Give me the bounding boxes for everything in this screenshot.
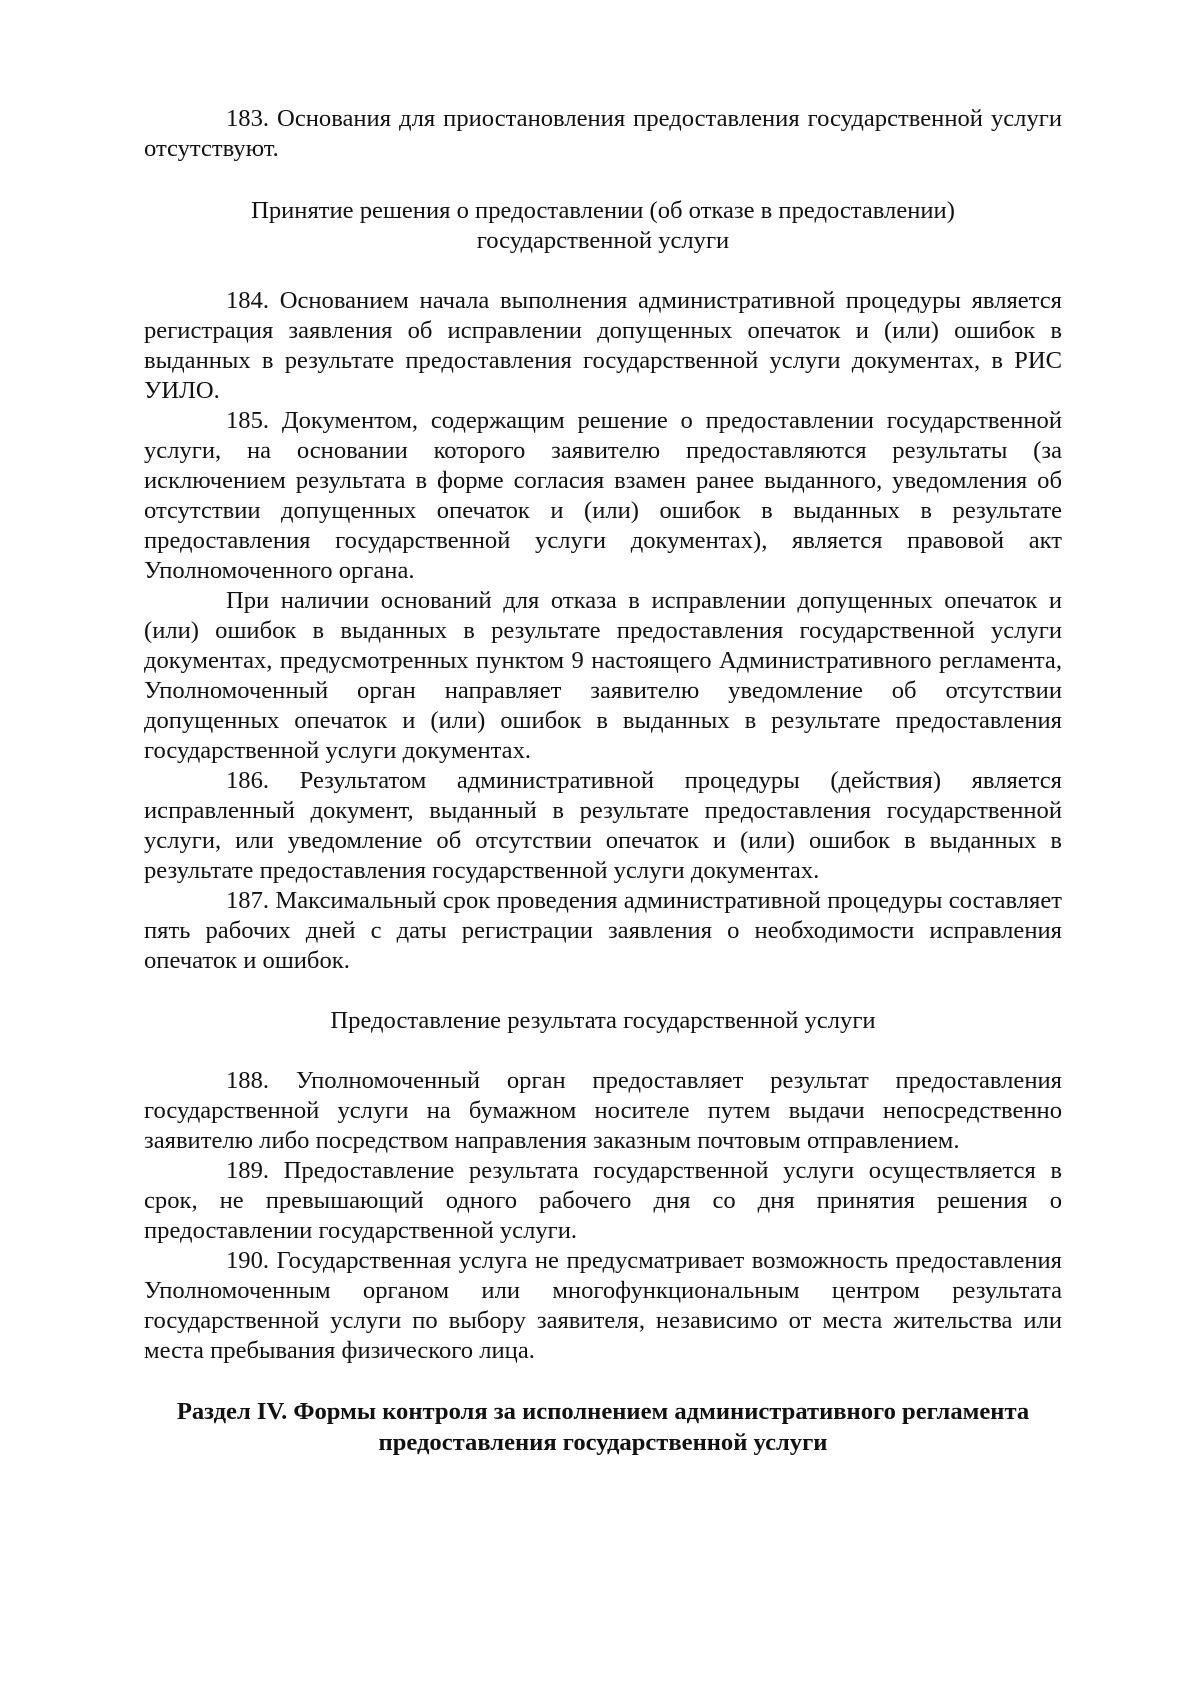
section-iv-title bbox=[144, 1396, 1062, 1458]
spacer bbox=[144, 976, 1062, 1006]
paragraph-188: 188. Уполномоченный орган предоставляет результат предоставления государственной услуги на бумажном носителе путем выдачи непосредственно заявителю либо посредством направления заказным почтовым отправлением. bbox=[144, 1067, 1062, 1154]
paragraph-185-continuation: При наличии оснований для отказа в исправлении допущенных опечаток и (или) ошибок в выданных в результате предоставления государственной услуги документах, предусмотренных пунктом 9 настоящего Административного регламента, Уполномоченный орган направляет заявителю уведомление об отсутствии допущенных опечаток и (или) ошибок в выданных в результате предоставления государственной услуги документах. bbox=[144, 587, 1062, 764]
document-page bbox=[144, 104, 1062, 1458]
paragraph-185: 185. Документом, содержащим решение о предоставлении государственной услуги, на основании которого заявителю предоставляются результаты (за исключением результата в форме согласия взамен ранее выданного, уведомления об отсутствии допущенных опечаток и (или) ошибок в выданных в результате предоставления государственной услуги документах), является правовой акт Уполномоченного органа. bbox=[144, 407, 1062, 584]
paragraph-184: 184. Основанием начала выполнения административной процедуры является регистрация заявления об исправлении допущенных опечаток и (или) ошибок в выданных в результате предоставления государственной услуги документах, в РИС УИЛО. bbox=[144, 287, 1062, 404]
spacer bbox=[144, 1366, 1062, 1396]
heading-decision-line1: Принятие решения о предоставлении (об отказе в предоставлении) bbox=[251, 197, 955, 224]
paragraph-183: 183. Основания для приостановления предоставления государственной услуги отсутствуют. bbox=[144, 105, 1062, 162]
section-iv-line2: предоставления государственной услуги bbox=[378, 1429, 828, 1456]
paragraph-189: 189. Предоставление результата государственной услуги осуществляется в срок, не превышающий одного рабочего дня со дня принятия решения о предоставлении государственной услуги. bbox=[144, 1157, 1062, 1244]
paragraph-187: 187. Максимальный срок проведения административной процедуры составляет пять рабочих дней с даты регистрации заявления о необходимости исправления опечаток и ошибок. bbox=[144, 887, 1062, 974]
heading-decision bbox=[144, 196, 1062, 256]
spacer bbox=[144, 1036, 1062, 1066]
heading-result: Предоставление результата государственной услуги bbox=[330, 1007, 876, 1034]
spacer bbox=[144, 164, 1062, 196]
paragraph-186: 186. Результатом административной процедуры (действия) является исправленный документ, выданный в результате предоставления государственной услуги, или уведомление об отсутствии опечаток и (или) ошибок в выданных в результате предоставления государственной услуги документах. bbox=[144, 767, 1062, 884]
spacer bbox=[144, 256, 1062, 286]
section-iv-line1: Раздел IV. Формы контроля за исполнением административного регламента bbox=[176, 1398, 1030, 1425]
heading-decision-line2: государственной услуги bbox=[476, 227, 730, 254]
paragraph-190: 190. Государственная услуга не предусматривает возможность предоставления Уполномоченным органом или многофункциональным центром результата государственной услуги по выбору заявителя, независимо от места жительства или места пребывания физического лица. bbox=[144, 1247, 1062, 1364]
